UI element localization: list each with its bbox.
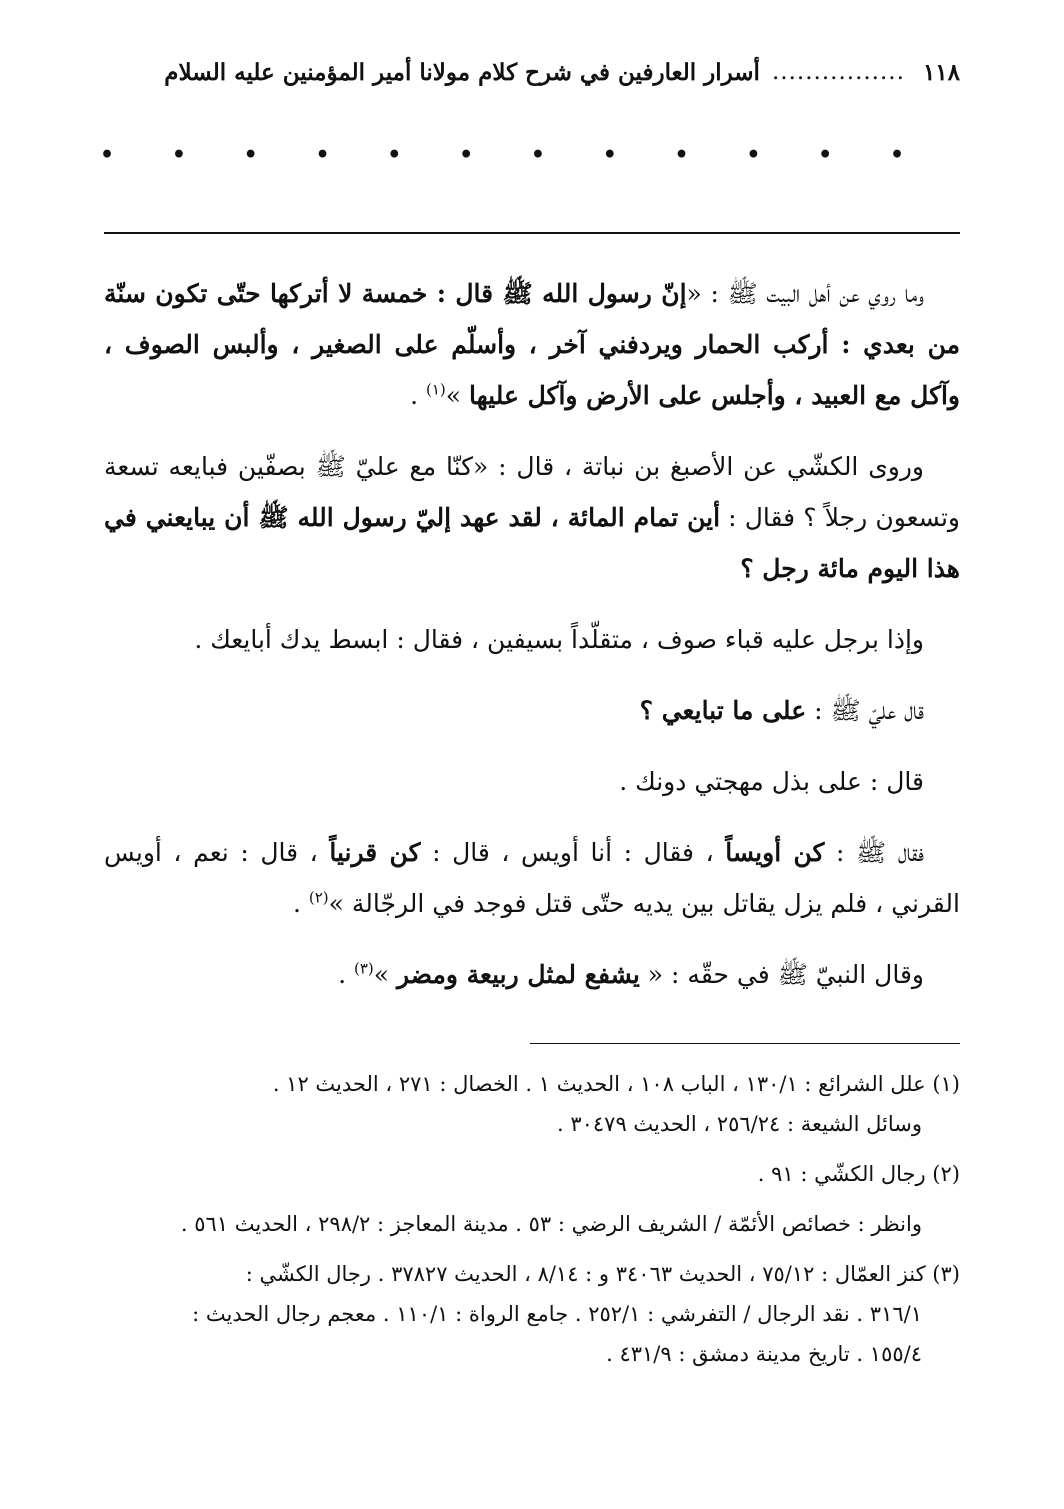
ornament-dot: • bbox=[243, 142, 258, 168]
footnote-divider bbox=[530, 1043, 960, 1044]
bold-quote: يشفع لمثل ربيعة ومضر bbox=[397, 960, 640, 989]
footnotes bbox=[104, 1064, 960, 1384]
paragraph-4: قال عليّ ﷺ : على ما تبايعي ؟ bbox=[639, 696, 924, 725]
ornament-dot: • bbox=[459, 142, 474, 168]
paragraph-3: وإذا برجل عليه قباء صوف ، متقلّداً بسيفين ، فقال : ابسط يدك أبايعك . bbox=[194, 625, 924, 654]
paragraph-1: وما روي عن أهل البيت ﷺ : «إنّ رسول الله ﷺ قال : خمسة لا أتركها حتّى تكون سنّة من بعدي : أركب الحمار ويردفني آخر ، وأسلّم على الصغير ، وألبس الصوف ، وآكل مع العبيد ، وأجلس على الأرض وآكل عليها »$^{(١)}$ . bbox=[104, 279, 960, 410]
footnote-ref-1[interactable]: (١) bbox=[426, 380, 446, 399]
header-divider bbox=[104, 232, 960, 234]
bold-quote: على ما تبايعي ؟ bbox=[639, 696, 807, 725]
ornament-dot: • bbox=[818, 142, 833, 168]
footnote-2: (٢) رجال الكشّي : ٩١ . bbox=[757, 1162, 960, 1186]
main-text bbox=[104, 268, 960, 1020]
paragraph-2: وروى الكشّي عن الأصبغ بن نباتة ، قال : «كنّا مع عليّ ﷺ بصفّين فبايعه تسعة وتسعون رجلاً ؟ فقال : أين تمام المائة ، لقد عهد إليّ رسول الله ﷺ أن يبايعني في هذا اليوم مائة رجل ؟ bbox=[104, 452, 960, 583]
ornament-dot-row bbox=[100, 140, 904, 170]
footnote-3: (٣) كنز العمّال : ٧٥/١٢ ، الحديث ٣٤٠٦٣ و : ٨/١٤ ، الحديث ٣٧٨٢٧ . رجال الكشّي : ٣١٦/١ . نقد الرجال / التفرشي : ٢٥٢/١ . جامع الرواة : ١١٠/١ . معجم رجال الحديث : ١٥٥/٤ . تاريخ مدينة دمشق : ٤٣١/٩ . bbox=[192, 1262, 960, 1366]
page-number: ١١٨ bbox=[922, 58, 960, 86]
ornament-dot: • bbox=[530, 142, 545, 168]
ornament-dot: • bbox=[387, 142, 402, 168]
bold-quote: كن قرنياً bbox=[329, 838, 421, 867]
running-header bbox=[100, 50, 960, 94]
footnote-ref-3[interactable]: (٣) bbox=[353, 959, 374, 978]
ornament-dot: • bbox=[674, 142, 689, 168]
footnote-2-extra: وانظر : خصائص الأئمّة / الشريف الرضي : ٥٣ . مدينة المعاجز : ٢٩٨/٢ ، الحديث ٥٦١ . bbox=[180, 1212, 922, 1236]
footnote-1: (١) علل الشرائع : ١٣٠/١ ، الباب ١٠٨ ، الحديث ١ . الخصال : ٢٧١ ، الحديث ١٢ . وسائل الشيعة : ٢٥٦/٢٤ ، الحديث ٣٠٤٧٩ . bbox=[272, 1072, 960, 1136]
ornament-dot: • bbox=[746, 142, 761, 168]
ornament-dot: • bbox=[171, 142, 186, 168]
hadith-quote: إنّ رسول الله ﷺ قال : خمسة لا أتركها حتّى تكون سنّة من بعدي : أركب الحمار ويردفني آخر ، وأسلّم على الصغير ، وألبس الصوف ، وآكل مع العبيد ، وأجلس على الأرض وآكل عليها bbox=[104, 279, 960, 410]
ornament-dot: • bbox=[889, 142, 904, 168]
footnote-ref-2[interactable]: (٢) bbox=[308, 888, 329, 907]
paragraph-5: قال : على بذل مهجتي دونك . bbox=[619, 767, 924, 796]
paragraph-7: وقال النبيّ ﷺ في حقّه : « يشفع لمثل ربيعة ومضر »$^{(٣)}$ . bbox=[338, 959, 924, 989]
bold-quote: أين تمام المائة ، لقد عهد إليّ رسول الله ﷺ أن يبايعني في هذا اليوم مائة رجل ؟ bbox=[104, 503, 960, 583]
bold-quote: كن أويساً bbox=[725, 838, 825, 867]
ornament-dot: • bbox=[602, 142, 617, 168]
header-leader-dots: ................ bbox=[771, 59, 905, 85]
ornament-dot: • bbox=[100, 142, 115, 168]
header-title: أسرار العارفين في شرح كلام مولانا أمير المؤمنين عليه السلام bbox=[164, 58, 760, 86]
ornament-dot: • bbox=[315, 142, 330, 168]
paragraph-6: فقال ﷺ : كن أويساً ، فقال : أنا أويس ، قال : كن قرنياً ، قال : نعم ، أويس القرني ، فلم يزل يقاتل بين يديه حتّى قتل فوجد في الرجّالة »$^{(٢)}$ . bbox=[104, 838, 960, 918]
